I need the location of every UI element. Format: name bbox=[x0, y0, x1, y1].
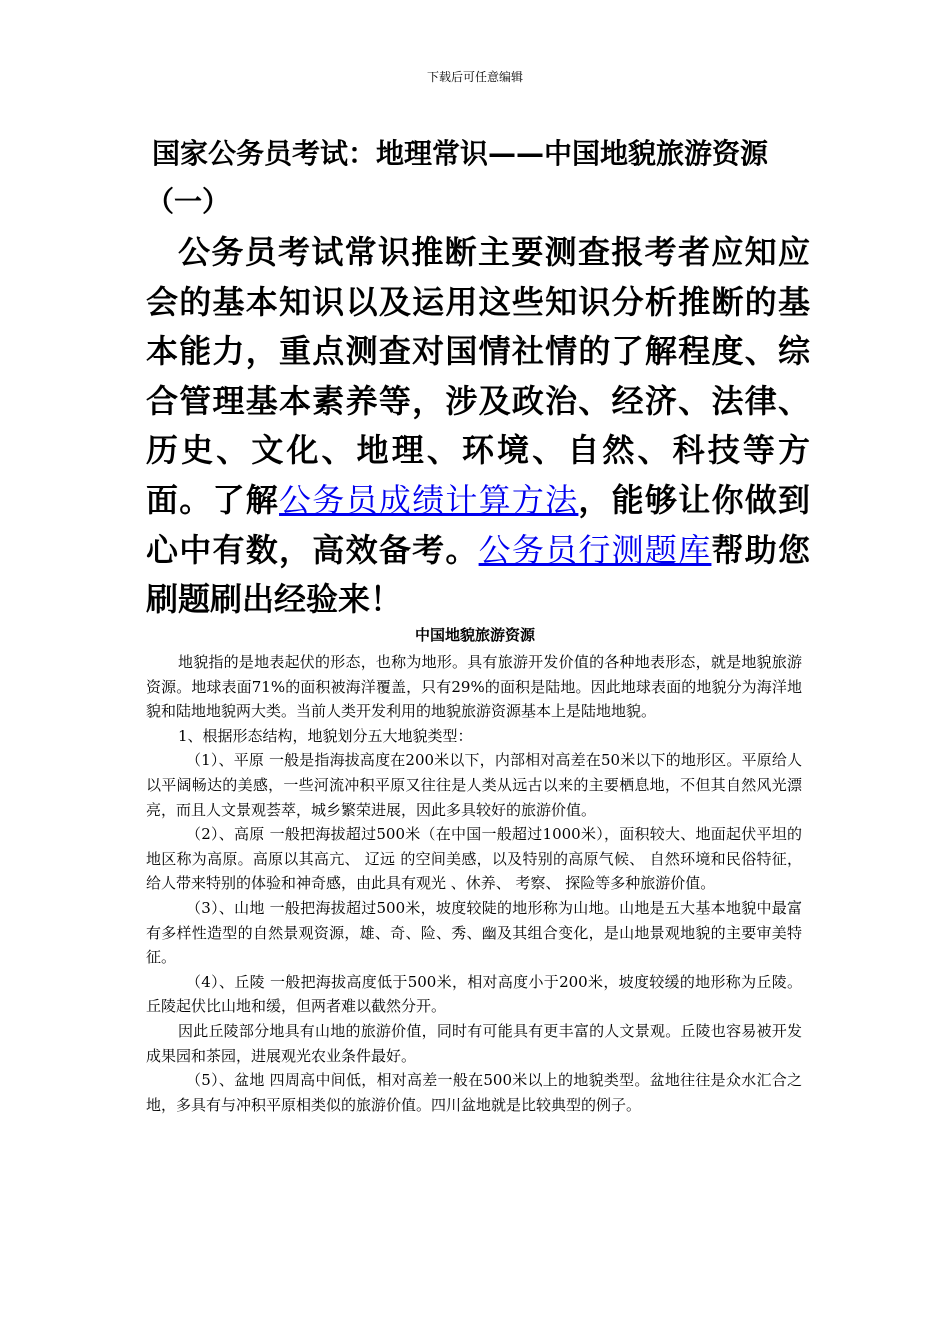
paragraph-heading-types: 1、根据形态结构，地貌划分五大地貌类型： bbox=[178, 726, 473, 745]
document-title bbox=[146, 130, 806, 226]
title-line-2: （一） bbox=[146, 185, 231, 218]
section-title: 中国地貌旅游资源 bbox=[414, 626, 535, 644]
question-bank-link[interactable]: 公务员行测题库 bbox=[478, 530, 712, 569]
paragraph-hills: （4）、丘陵 一般把海拔高度低于500米，相对高度小于200米，坡度较缓的地形称为丘陵。丘陵起伏比山地和缓，但两者难以截然分开。 bbox=[146, 972, 802, 1016]
intro-text-3: 帮助您刷题刷出经验来！ bbox=[146, 530, 810, 619]
score-calculation-link[interactable]: 公务员成绩计算方法 bbox=[279, 480, 579, 519]
intro-text-2: ，能够让你做到心中有数，高效备考。 bbox=[146, 480, 810, 569]
paragraph-mountain: （3）、山地 一般把海拔超过500米，坡度较陡的地形称为山地。山地是五大基本地貌中最富有多样性造型的自然景观资源，雄、奇、险、秀、幽及其组合变化，是山地景观地貌的主要审美特征。 bbox=[146, 898, 802, 967]
header-note: 下载后可任意编辑 bbox=[426, 70, 523, 84]
paragraph-definition: 地貌指的是地表起伏的形态，也称为地形。具有旅游开发价值的各种地表形态，就是地貌旅游资源。地球表面71%的面积被海洋覆盖，只有29%的面积是陆地。因此地球表面的地貌分为海洋地貌和陆地地貌两大类。当前人类开发利用的地貌旅游资源基本上是陆地地貌。 bbox=[146, 653, 802, 721]
title-line-1: 国家公务员考试：地理常识——中国地貌旅游资源 bbox=[152, 137, 769, 170]
body-text bbox=[146, 650, 802, 1117]
intro-paragraph bbox=[146, 228, 810, 625]
intro-text-1: 公务员考试常识推断主要测查报考者应知应会的基本知识以及运用这些知识分析推断的基本能力，重点测查对国情社情的了解程度、综合管理基本素养等，涉及政治、经济、法律、历史、文化、地理、环境、自然、科技等方面。了解 bbox=[146, 233, 810, 519]
paragraph-basin: （5）、盆地 四周高中间低，相对高差一般在500米以上的地貌类型。盆地往往是众水汇合之地，多具有与冲积平原相类似的旅游价值。四川盆地就是比较典型的例子。 bbox=[146, 1071, 802, 1114]
paragraph-plateau: （2）、高原 一般把海拔超过500米（在中国一般超过1000米），面积较大、地面起伏平坦的地区称为高原。高原以其高亢、 辽远 的空间美感，以及特别的高原气候、 自然环境和民俗特征，给人带来特别的体验和神奇感，由此具有观光 、休养、 考察、 探险等多种旅游价值。 bbox=[146, 825, 802, 893]
paragraph-hills-value: 因此丘陵部分地具有山地的旅游价值，同时有可能具有更丰富的人文景观。丘陵也容易被开发成果园和茶园，进展观光农业条件最好。 bbox=[146, 1021, 802, 1065]
paragraph-plain: （1）、平原 一般是指海拔高度在200米以下，内部相对高差在50米以下的地形区。平原给人以平阔畅达的美感，一些河流冲积平原又往往是人类从远古以来的主要栖息地，不但其自然风光漂亮，而且人文景观荟萃，城乡繁荣进展，因此多具较好的旅游价值。 bbox=[146, 751, 802, 819]
